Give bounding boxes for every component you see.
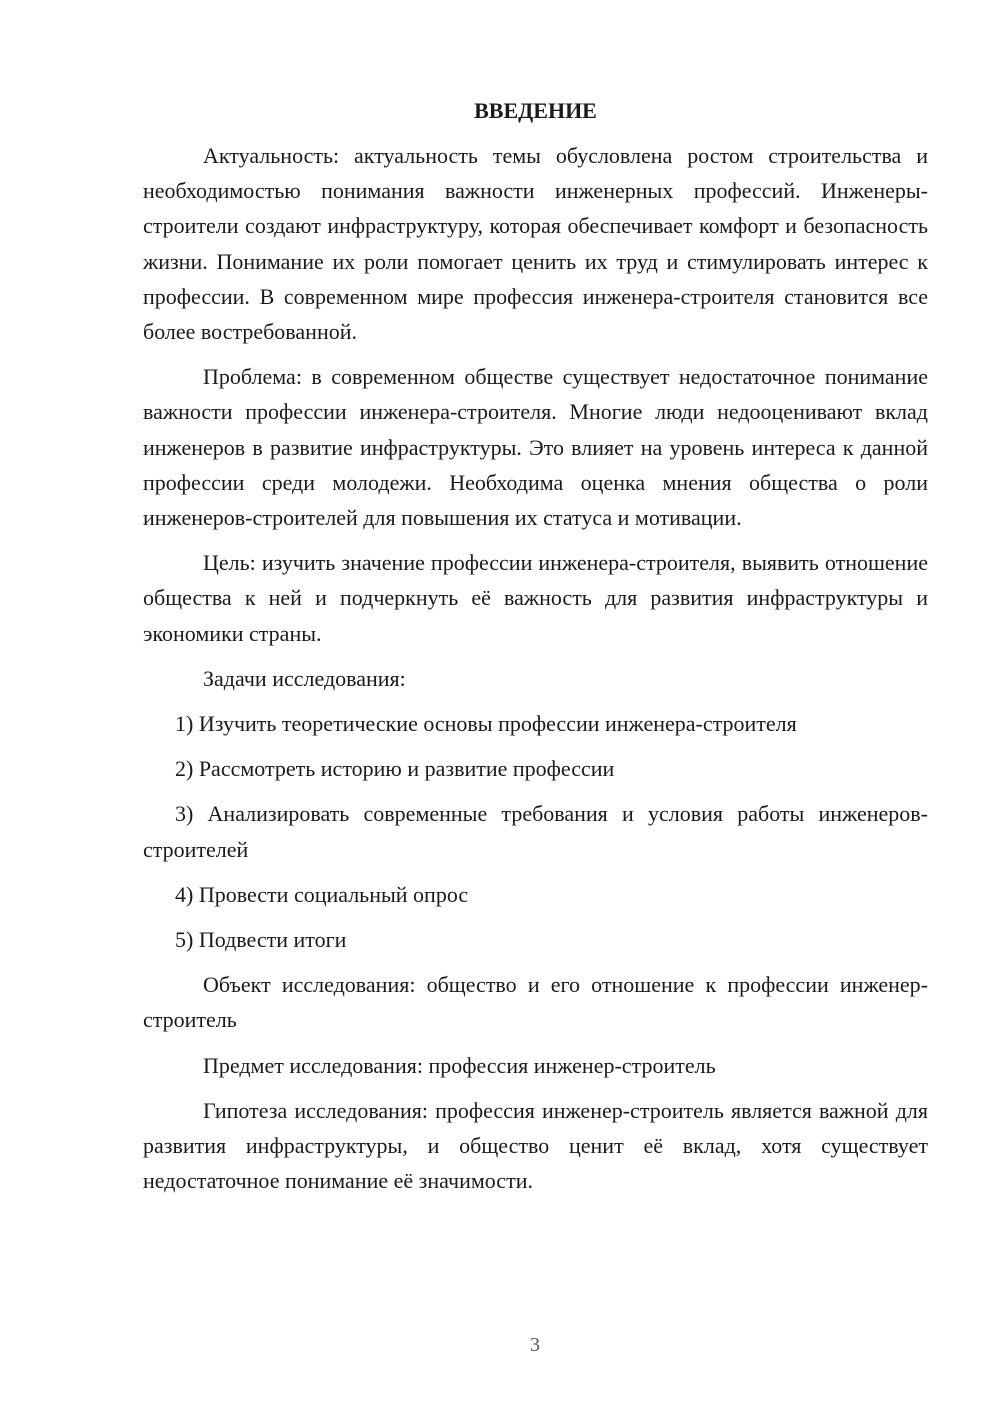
task-item-3: 3) Анализировать современные требования и условия работы инженеров-строителей bbox=[143, 801, 928, 862]
task-item-4: 4) Провести социальный опрос bbox=[175, 881, 469, 907]
section-heading: ВВЕДЕНИЕ bbox=[474, 98, 597, 123]
task-item-2: 2) Рассмотреть историю и развитие профессии bbox=[175, 756, 615, 782]
task-item-1: 1) Изучить теоретические основы профессии инженера-строителя bbox=[175, 711, 797, 737]
task-item-5: 5) Подвести итоги bbox=[175, 927, 347, 953]
object-paragraph: Объект исследования: общество и его отношение к профессии инженер-строитель bbox=[143, 972, 928, 1033]
problem-paragraph: Проблема: в современном обществе существует недостаточное понимание важности профессии инженера-строителя. Многие люди недооценивают вклад инженеров в развитие инфраструктуры. Это влияет на уровень интереса к данной профессии среди молодежи. Необходима оценка мнения общества о роли инженеров-строителей для повышения их статуса и мотивации. bbox=[143, 364, 928, 531]
hypothesis-paragraph: Гипотеза исследования: профессия инженер-строитель является важной для развития инфраструктуры, и общество ценит её вклад, хотя существует недостаточное понимание её значимости. bbox=[143, 1097, 928, 1194]
document-page bbox=[143, 94, 928, 1198]
page-number: 3 bbox=[530, 1334, 540, 1356]
subject-paragraph: Предмет исследования: профессия инженер-строитель bbox=[203, 1052, 716, 1078]
tasks-title: Задачи исследования: bbox=[203, 665, 406, 691]
goal-paragraph: Цель: изучить значение профессии инженера-строителя, выявить отношение общества к ней и подчеркнуть её важность для развития инфраструктуры и экономики страны. bbox=[143, 550, 928, 646]
relevance-paragraph: Актуальность: актуальность темы обусловлена ростом строительства и необходимостью понимания важности инженерных профессий. Инженеры-строители создают инфраструктуру, которая обеспечивает комфорт и безопасность жизни. Понимание их роли помогает ценить их труд и стимулировать интерес к профессии. В современном мире профессия инженера-строителя становится все более востребованной. bbox=[143, 143, 928, 345]
